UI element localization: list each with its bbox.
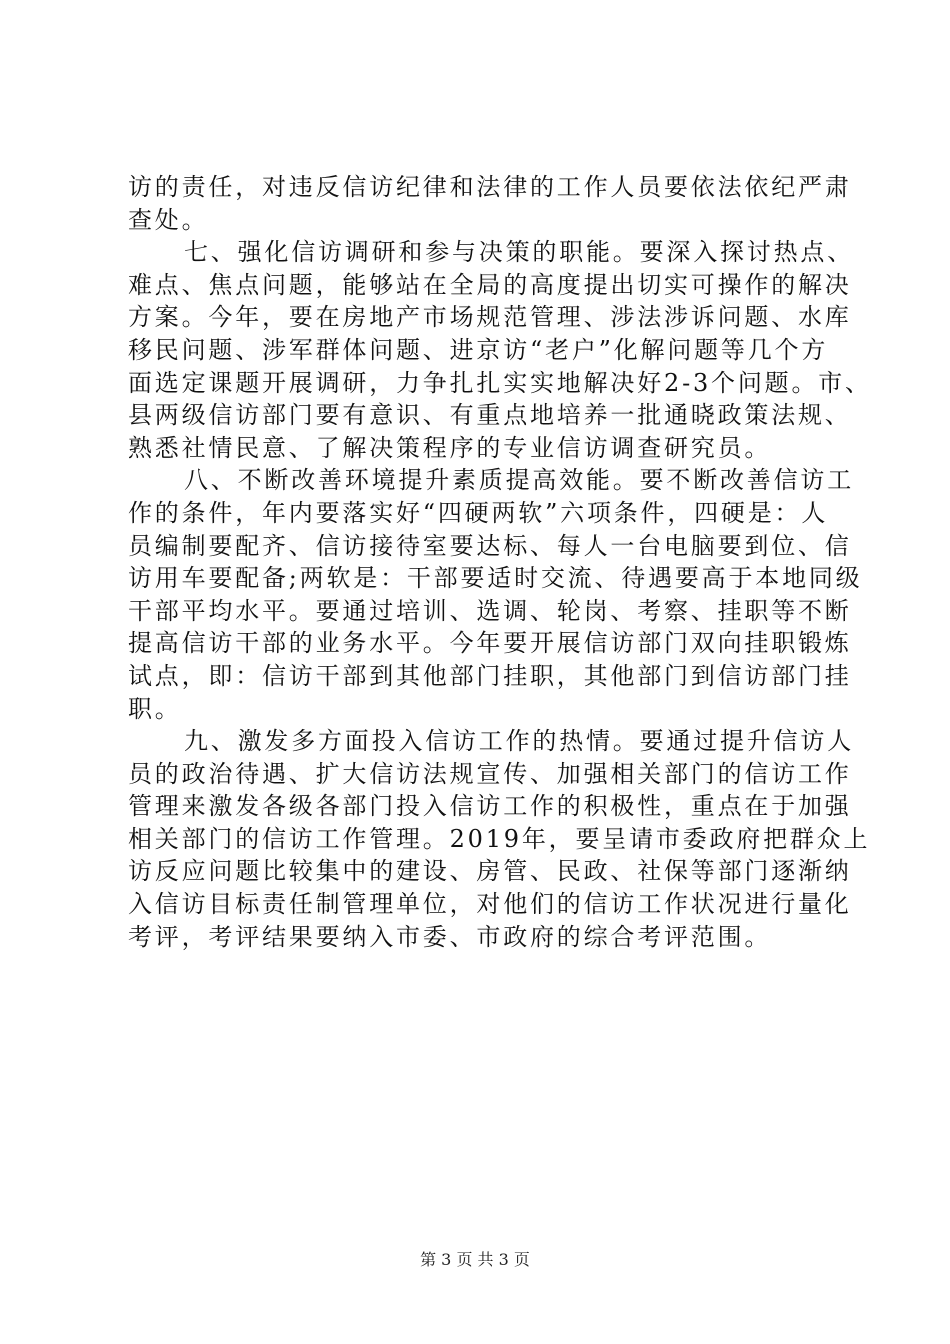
text-line: 县两级信访部门要有意识、有重点地培养一批通晓政策法规、: [128, 401, 852, 430]
document-body: [128, 171, 872, 953]
section-heading-line: 八、不断改善环境提升素质提高效能。要不断改善信访工: [184, 466, 854, 495]
text-line: 难点、焦点问题，能够站在全局的高度提出切实可操作的解决: [128, 270, 852, 299]
page-number-footer: 第 3 页 共 3 页: [420, 1250, 530, 1269]
text-line: 管理来激发各级各部门投入信访工作的积极性，重点在于加强: [128, 792, 852, 821]
text-line: 员的政治待遇、扩大信访法规宣传、加强相关部门的信访工作: [128, 759, 852, 788]
text-line: 访反应问题比较集中的建设、房管、民政、社保等部门逐渐纳: [128, 857, 852, 886]
text-line: 提高信访干部的业务水平。今年要开展信访部门双向挂职锻炼: [128, 629, 852, 658]
text-line: 职。: [128, 694, 182, 723]
text-line: 访用车要配备;两软是：干部要适时交流、待遇要高于本地同级: [128, 564, 863, 593]
section-heading-line: 七、强化信访调研和参与决策的职能。要深入探讨热点、: [184, 238, 854, 267]
text-line: 熟悉社情民意、了解决策程序的专业信访调查研究员。: [128, 433, 772, 462]
text-line: 试点，即：信访干部到其他部门挂职，其他部门到信访部门挂: [128, 661, 852, 690]
text-line: 方案。今年，要在房地产市场规范管理、涉法涉诉问题、水库: [128, 303, 852, 332]
text-line: 移民问题、涉军群体问题、进京访“老户”化解问题等几个方: [128, 335, 829, 364]
text-line: 干部平均水平。要通过培训、选调、轮岗、考察、挂职等不断: [128, 596, 852, 625]
text-line: 查处。: [128, 205, 209, 234]
text-line: 面选定课题开展调研，力争扎扎实实地解决好2-3个问题。市、: [128, 368, 872, 397]
text-line: 作的条件，年内要落实好“四硬两软”六项条件，四硬是：人: [128, 498, 829, 527]
text-line: 员编制要配齐、信访接待室要达标、每人一台电脑要到位、信: [128, 531, 852, 560]
text-line: 访的责任，对违反信访纪律和法律的工作人员要依法依纪严肃: [128, 173, 852, 201]
section-heading-line: 九、激发多方面投入信访工作的热情。要通过提升信访人: [184, 727, 854, 756]
text-line: 相关部门的信访工作管理。2019年，要呈请市委政府把群众上: [128, 824, 871, 853]
text-line: 考评，考评结果要纳入市委、市政府的综合考评范围。: [128, 922, 772, 951]
text-line: 入信访目标责任制管理单位，对他们的信访工作状况进行量化: [128, 890, 852, 919]
